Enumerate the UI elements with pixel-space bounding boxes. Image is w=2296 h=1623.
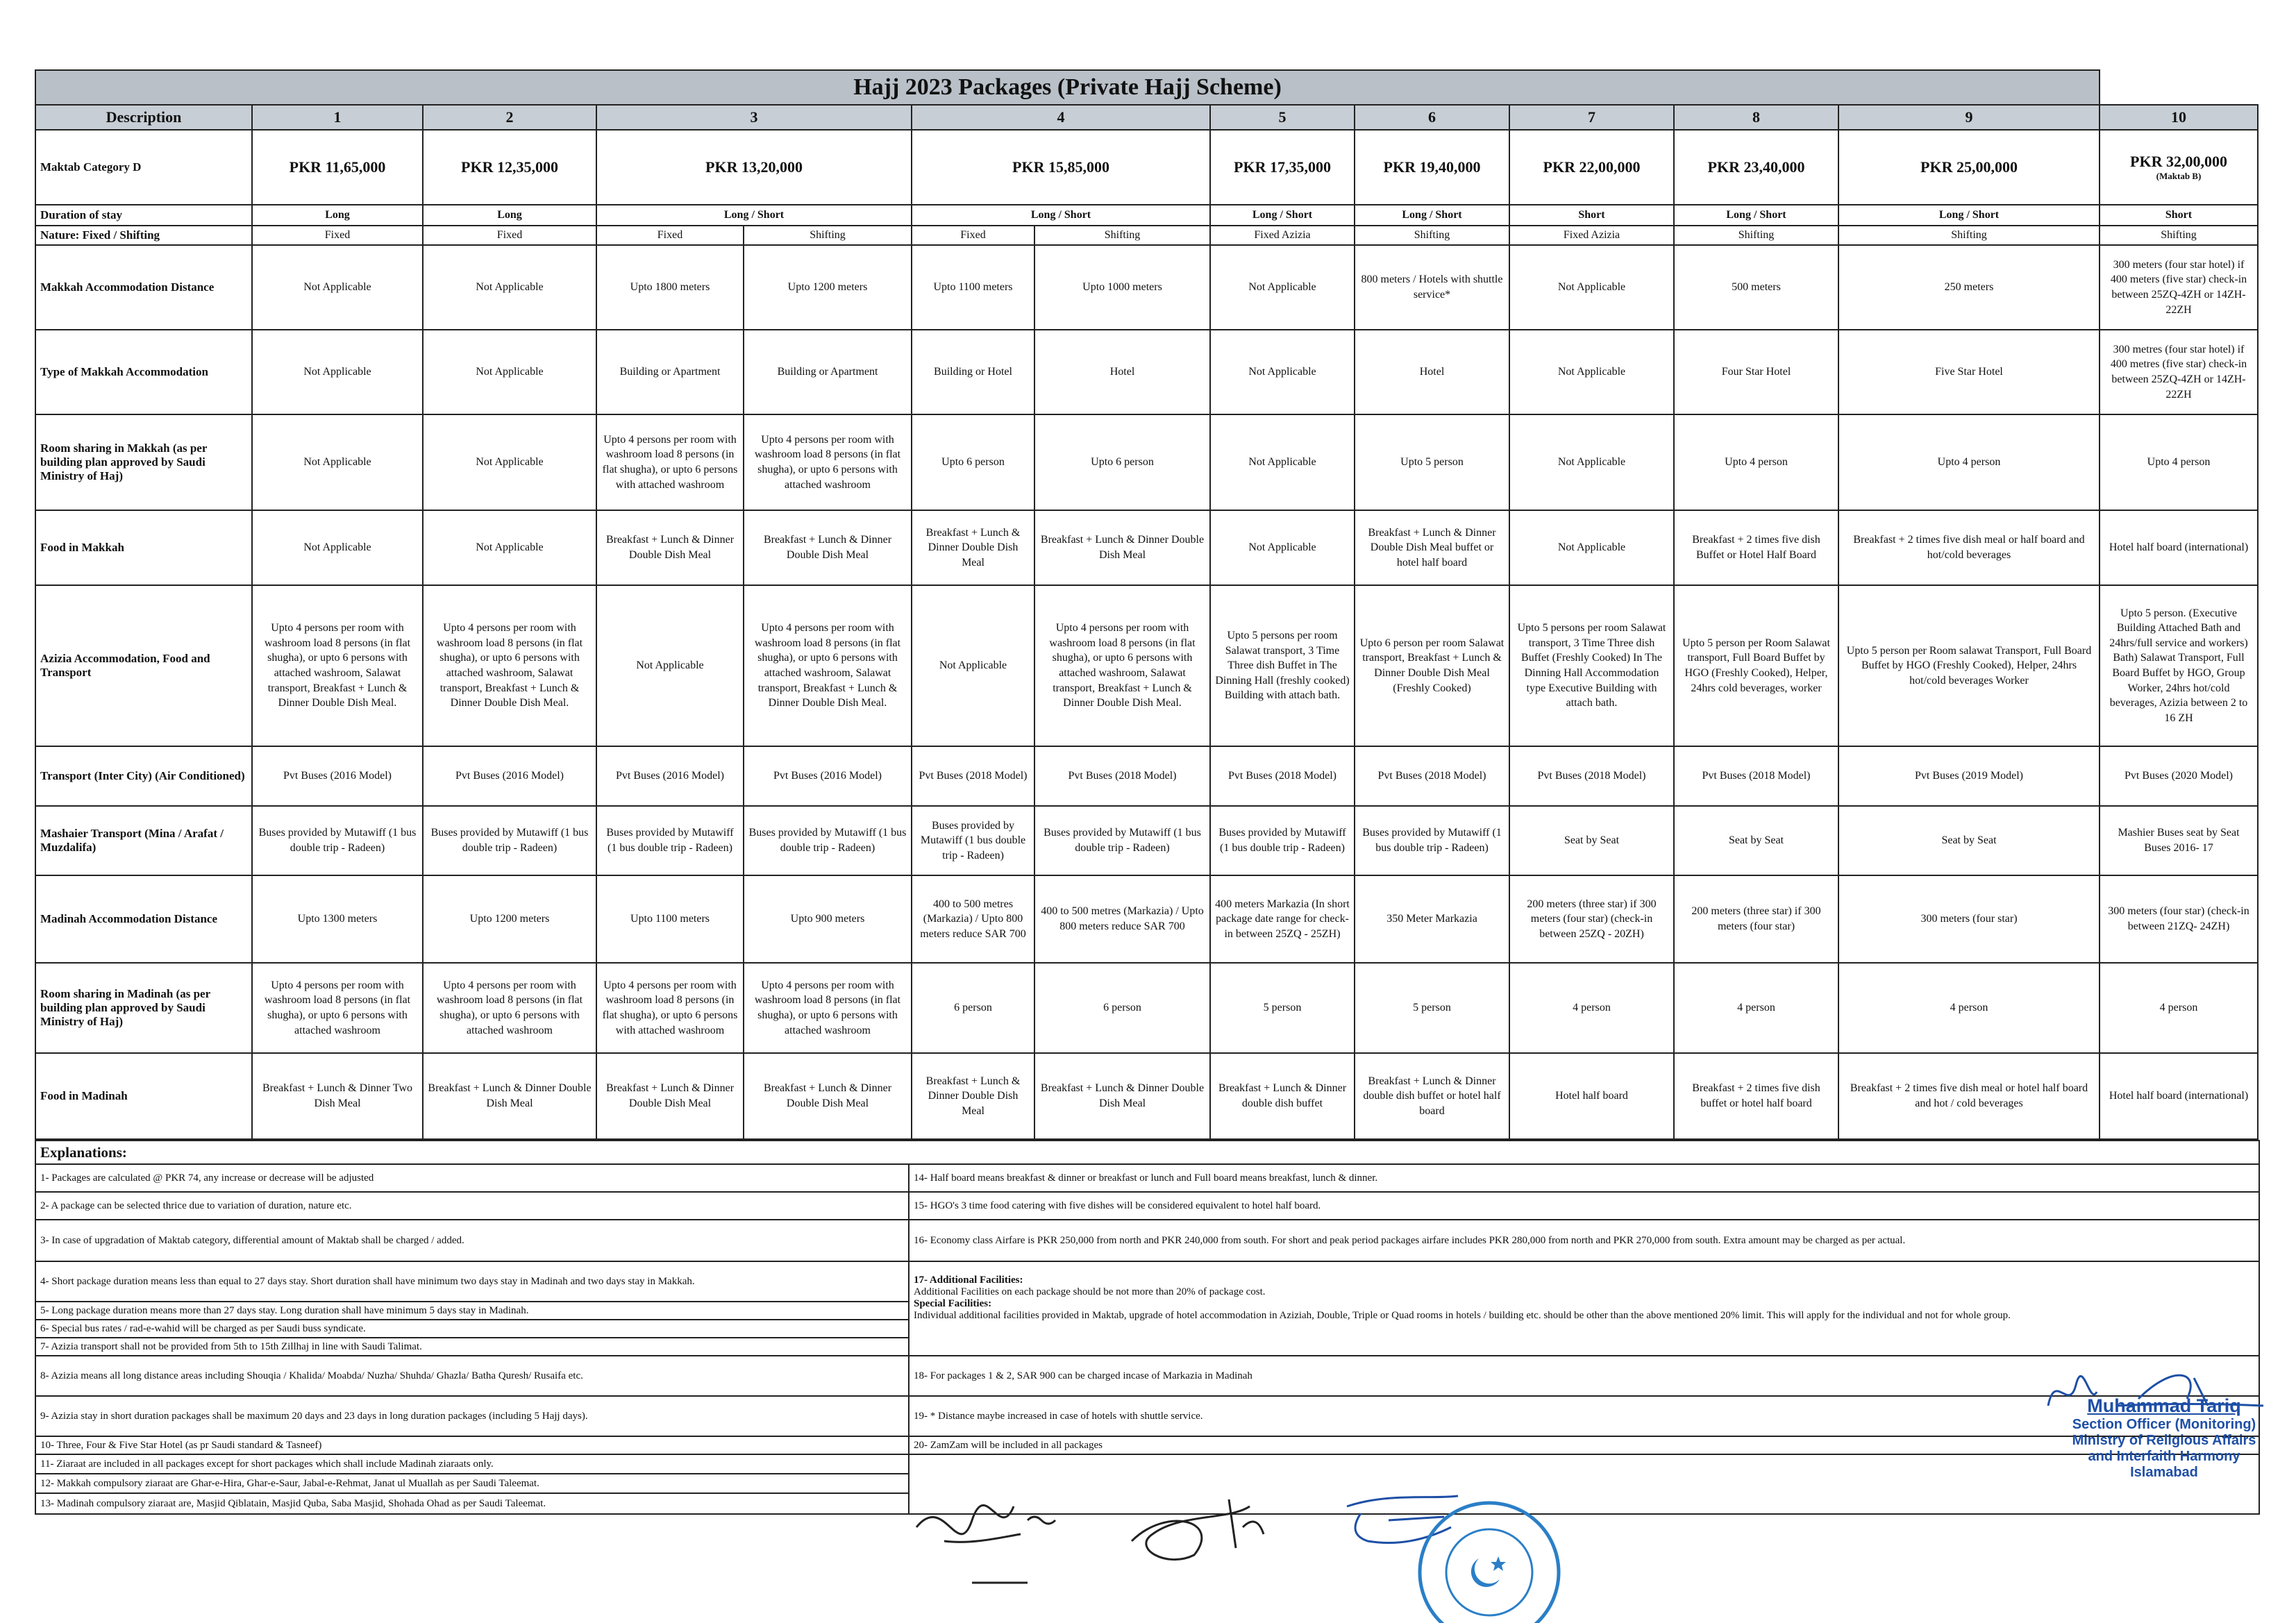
detail-cell: Mashier Buses seat by Seat Buses 2016- 17 bbox=[2100, 806, 2258, 875]
detail-cell: Breakfast + Lunch & Dinner Double Dish Meal bbox=[423, 1053, 596, 1139]
detail-cell: Buses provided by Mutawiff (1 bus double trip - Radeen) bbox=[912, 806, 1034, 875]
nature-cell: Fixed bbox=[423, 226, 596, 245]
row-label: Type of Makkah Accommodation bbox=[35, 330, 252, 414]
nature-cell: Shifting bbox=[1355, 226, 1509, 245]
detail-cell: Not Applicable bbox=[1210, 510, 1355, 585]
detail-cell: Pvt Buses (2016 Model) bbox=[596, 746, 744, 806]
detail-cell: Breakfast + Lunch & Dinner Double Dish Meal bbox=[596, 510, 744, 585]
detail-cell: Seat by Seat bbox=[1509, 806, 1674, 875]
detail-row bbox=[35, 806, 2258, 875]
detail-cell: Upto 1300 meters bbox=[252, 875, 423, 963]
detail-row bbox=[35, 746, 2258, 806]
explanation-item: 10- Three, Four & Five Star Hotel (as pr Saudi standard & Tasneef) bbox=[35, 1436, 909, 1454]
detail-cell: Buses provided by Mutawiff (1 bus double trip - Radeen) bbox=[252, 806, 423, 875]
detail-cell: Breakfast + Lunch & Dinner Double Dish Meal bbox=[744, 510, 912, 585]
detail-cell: 350 Meter Markazia bbox=[1355, 875, 1509, 963]
explanation-item: 2- A package can be selected thrice due to variation of duration, nature etc. bbox=[35, 1192, 909, 1220]
nature-cell: Fixed bbox=[912, 226, 1034, 245]
col-package-7: 7 bbox=[1509, 105, 1674, 130]
detail-cell: Buses provided by Mutawiff (1 bus double trip - Radeen) bbox=[423, 806, 596, 875]
col-package-6: 6 bbox=[1355, 105, 1509, 130]
detail-cell: 200 meters (three star) if 300 meters (four star) (check-in between 25ZQ - 20ZH) bbox=[1509, 875, 1674, 963]
nature-cell: Fixed Azizia bbox=[1509, 226, 1674, 245]
detail-cell: 5 person bbox=[1355, 963, 1509, 1053]
explanation-item: 3- In case of upgradation of Maktab category, differential amount of Maktab shall be charged / added. bbox=[35, 1220, 909, 1261]
detail-cell: Upto 5 person. (Executive Building Attached Bath and 24hrs/full service and workers) Bath) Salawat Transport, Full Board Buffet by HGO, Group Worker, 24hrs hot/cold beverages, Azizia between 2 to 16 ZH bbox=[2100, 585, 2258, 746]
detail-cell: 500 meters bbox=[1674, 245, 1838, 330]
row-label: Duration of stay bbox=[35, 205, 252, 226]
detail-cell: Not Applicable bbox=[423, 330, 596, 414]
detail-cell: 250 meters bbox=[1838, 245, 2100, 330]
detail-cell: Not Applicable bbox=[423, 245, 596, 330]
price-value: PKR 32,00,000 bbox=[2130, 153, 2227, 170]
explanation-item: 9- Azizia stay in short duration packages shall be maximum 20 days and 23 days in long duration packages (including 5 Hajj days). bbox=[35, 1396, 909, 1436]
additional-facilities-text: Additional Facilities on each package should be not more than 20% of package cost. bbox=[914, 1286, 1266, 1297]
detail-cell: 400 meters Markazia (In short package date range for check-in between 25ZQ - 25ZH) bbox=[1210, 875, 1355, 963]
detail-cell: Buses provided by Mutawiff (1 bus double trip - Radeen) bbox=[1210, 806, 1355, 875]
detail-row bbox=[35, 963, 2258, 1053]
detail-rows bbox=[35, 245, 2258, 1139]
detail-cell: Upto 4 persons per room with washroom load 8 persons (in flat shugha), or upto 6 persons with attached washroom, Salawat transport, Breakfast + Lunch & Dinner Double Dish Meal. bbox=[252, 585, 423, 746]
detail-cell: Breakfast + Lunch & Dinner Double Dish Meal bbox=[912, 510, 1034, 585]
price-cell: PKR 22,00,000 bbox=[1509, 130, 1674, 205]
explanation-item: 13- Madinah compulsory ziaraat are, Masjid Qiblatain, Masjid Quba, Saba Masjid, Shohada Ohad as per Saudi Taleemat. bbox=[35, 1493, 909, 1514]
detail-cell: Pvt Buses (2016 Model) bbox=[252, 746, 423, 806]
special-facilities-text: Individual additional facilities provided in Maktab, upgrade of hotel accommodation in Aziziah, Double, Triple or Quad rooms in hotels / building etc. should be other than the above mentioned 20% limit. This will apply for the individual and not for whole group. bbox=[914, 1310, 2011, 1321]
detail-cell: Pvt Buses (2019 Model) bbox=[1838, 746, 2100, 806]
detail-cell: 5 person bbox=[1210, 963, 1355, 1053]
explanation-item: 12- Makkah compulsory ziaraat are Ghar-e-Hira, Ghar-e-Saur, Jabal-e-Rehmat, Janat ul Muallah as per Saudi Taleemat. bbox=[35, 1474, 909, 1493]
detail-cell: Not Applicable bbox=[1210, 245, 1355, 330]
detail-cell: Five Star Hotel bbox=[1838, 330, 2100, 414]
detail-cell: Hotel bbox=[1034, 330, 1210, 414]
explanation-item: 19- * Distance maybe increased in case of hotels with shuttle service. bbox=[909, 1396, 2259, 1436]
detail-cell: Upto 4 persons per room with washroom load 8 persons (in flat shugha), or upto 6 persons with attached washroom bbox=[744, 414, 912, 510]
duration-cell: Long / Short bbox=[912, 205, 1210, 226]
detail-cell: 400 to 500 metres (Markazia) / Upto 800 meters reduce SAR 700 bbox=[1034, 875, 1210, 963]
special-facilities-title: Special Facilities: bbox=[914, 1298, 992, 1309]
officer-title: Section Officer (Monitoring) bbox=[2072, 1417, 2256, 1432]
detail-cell: 6 person bbox=[1034, 963, 1210, 1053]
detail-cell: Upto 5 persons per room Salawat transport, 3 Time Three dish Buffet (Freshly Cooked) In The Dinning Hall Accommodation type Executive Building with attach bath. bbox=[1509, 585, 1674, 746]
detail-cell: Not Applicable bbox=[1210, 414, 1355, 510]
detail-cell: Hotel half board bbox=[1509, 1053, 1674, 1139]
detail-cell: Upto 6 person per room Salawat transport, Breakfast + Lunch & Dinner Double Dish Meal (Freshly Cooked) bbox=[1355, 585, 1509, 746]
association-seal bbox=[1409, 1492, 1569, 1623]
explanation-item: 11- Ziaraat are included in all packages except for short packages which shall include Madinah ziaraats only. bbox=[35, 1454, 909, 1474]
price-cell: PKR 23,40,000 bbox=[1674, 130, 1838, 205]
detail-cell: 200 meters (three star) if 300 meters (four star) bbox=[1674, 875, 1838, 963]
additional-facilities-title: 17- Additional Facilities: bbox=[914, 1275, 1023, 1286]
detail-cell: Upto 6 person bbox=[912, 414, 1034, 510]
officer-ministry: Ministry of Religious Affairs bbox=[2072, 1433, 2256, 1448]
explanation-item: 8- Azizia means all long distance areas including Shouqia / Khalida/ Moabda/ Nuzha/ Shuhda/ Ghazla/ Batha Quresh/ Rusaifa etc. bbox=[35, 1356, 909, 1396]
detail-row bbox=[35, 245, 2258, 330]
price-cell: PKR 15,85,000 bbox=[912, 130, 1210, 205]
detail-row bbox=[35, 1053, 2258, 1139]
price-row bbox=[35, 130, 2258, 205]
explanation-item: 6- Special bus rates / rad-e-wahid will be charged as per Saudi buss syndicate. bbox=[35, 1320, 909, 1338]
nature-cell: Shifting bbox=[1838, 226, 2100, 245]
detail-cell: Not Applicable bbox=[1210, 330, 1355, 414]
nature-cell: Shifting bbox=[1674, 226, 1838, 245]
col-package-10: 10 bbox=[2100, 105, 2258, 130]
nature-row bbox=[35, 226, 2258, 245]
packages-sheet bbox=[35, 69, 2259, 1515]
detail-cell: Hotel half board (international) bbox=[2100, 510, 2258, 585]
detail-cell: Breakfast + Lunch & Dinner Double Dish Meal bbox=[744, 1053, 912, 1139]
detail-cell: Not Applicable bbox=[1509, 330, 1674, 414]
detail-cell: Not Applicable bbox=[423, 510, 596, 585]
detail-cell: Building or Apartment bbox=[744, 330, 912, 414]
col-description: Description bbox=[35, 105, 252, 130]
explanations-heading: Explanations: bbox=[35, 1141, 2259, 1164]
detail-cell: Pvt Buses (2018 Model) bbox=[1509, 746, 1674, 806]
detail-cell: Building or Hotel bbox=[912, 330, 1034, 414]
detail-row bbox=[35, 414, 2258, 510]
detail-cell: Pvt Buses (2020 Model) bbox=[2100, 746, 2258, 806]
detail-cell: Not Applicable bbox=[1509, 510, 1674, 585]
price-cell: PKR 17,35,000 bbox=[1210, 130, 1355, 205]
detail-cell: Not Applicable bbox=[252, 330, 423, 414]
detail-cell: Pvt Buses (2018 Model) bbox=[1355, 746, 1509, 806]
row-label: Nature: Fixed / Shifting bbox=[35, 226, 252, 245]
detail-row bbox=[35, 585, 2258, 746]
row-label: Makkah Accommodation Distance bbox=[35, 245, 252, 330]
detail-cell: 300 metres (four star hotel) if 400 metres (five star) check-in between 25ZQ-4ZH or 14ZH-22ZH bbox=[2100, 330, 2258, 414]
col-package-5: 5 bbox=[1210, 105, 1355, 130]
explanation-item: 4- Short package duration means less than equal to 27 days stay. Short duration shall have minimum two days stay in Madinah and two days stay in Makkah. bbox=[35, 1261, 909, 1302]
price-cell: PKR 25,00,000 bbox=[1838, 130, 2100, 205]
detail-cell: Breakfast + Lunch & Dinner Double Dish Meal bbox=[596, 1053, 744, 1139]
explanation-item: 18- For packages 1 & 2, SAR 900 can be charged incase of Markazia in Madinah bbox=[909, 1356, 2259, 1396]
detail-cell: Upto 1800 meters bbox=[596, 245, 744, 330]
explanation-item: 7- Azizia transport shall not be provided from 5th to 15th Zillhaj in line with Saudi Talimat. bbox=[35, 1338, 909, 1356]
officer-stamp bbox=[2046, 1395, 2282, 1481]
price-cell: PKR 19,40,000 bbox=[1355, 130, 1509, 205]
detail-cell: Breakfast + Lunch & Dinner double dish buffet bbox=[1210, 1053, 1355, 1139]
price-cell: PKR 11,65,000 bbox=[252, 130, 423, 205]
nature-cell: Fixed Azizia bbox=[1210, 226, 1355, 245]
detail-cell: Upto 1100 meters bbox=[596, 875, 744, 963]
detail-cell: Upto 4 person bbox=[1838, 414, 2100, 510]
detail-cell: 300 meters (four star hotel) if 400 meters (five star) check-in between 25ZQ-4ZH or 14ZH-22ZH bbox=[2100, 245, 2258, 330]
detail-cell: Breakfast + 2 times five dish meal or half board and hot/cold beverages bbox=[1838, 510, 2100, 585]
duration-cell: Short bbox=[2100, 205, 2258, 226]
detail-row bbox=[35, 330, 2258, 414]
detail-cell: Pvt Buses (2018 Model) bbox=[1034, 746, 1210, 806]
detail-cell: 800 meters / Hotels with shuttle service* bbox=[1355, 245, 1509, 330]
col-package-2: 2 bbox=[423, 105, 596, 130]
detail-cell: Upto 4 persons per room with washroom load 8 persons (in flat shugha), or upto 6 persons with attached washroom bbox=[596, 963, 744, 1053]
detail-cell: Breakfast + 2 times five dish meal or hotel half board and hot / cold beverages bbox=[1838, 1053, 2100, 1139]
explanation-item: 20- ZamZam will be included in all packages bbox=[909, 1436, 2259, 1454]
detail-cell: Buses provided by Mutawiff (1 bus double trip - Radeen) bbox=[1034, 806, 1210, 875]
duration-cell: Long / Short bbox=[1355, 205, 1509, 226]
explanation-item: 15- HGO's 3 time food catering with five dishes will be considered equivalent to hotel half board. bbox=[909, 1192, 2259, 1220]
price-cell: PKR 12,35,000 bbox=[423, 130, 596, 205]
detail-cell: Upto 1200 meters bbox=[423, 875, 596, 963]
detail-cell: 4 person bbox=[1674, 963, 1838, 1053]
detail-cell: 6 person bbox=[912, 963, 1034, 1053]
officer-name: Muhammad Tariq bbox=[2087, 1395, 2241, 1416]
nature-cell: Shifting bbox=[1034, 226, 1210, 245]
detail-cell: Upto 5 person per Room Salawat transport, Full Board Buffet by HGO (Freshly Cooked), Helper, 24hrs cold beverages, worker bbox=[1674, 585, 1838, 746]
detail-cell: 400 to 500 metres (Markazia) / Upto 800 meters reduce SAR 700 bbox=[912, 875, 1034, 963]
detail-cell: Breakfast + Lunch & Dinner Double Dish Meal bbox=[912, 1053, 1034, 1139]
detail-cell: Breakfast + Lunch & Dinner double dish buffet or hotel half board bbox=[1355, 1053, 1509, 1139]
detail-cell: Buses provided by Mutawiff (1 bus double trip - Radeen) bbox=[744, 806, 912, 875]
detail-cell: Seat by Seat bbox=[1674, 806, 1838, 875]
detail-cell: Breakfast + Lunch & Dinner Two Dish Meal bbox=[252, 1053, 423, 1139]
detail-cell: Not Applicable bbox=[596, 585, 744, 746]
detail-cell: Upto 6 person bbox=[1034, 414, 1210, 510]
detail-cell: Upto 4 persons per room with washroom load 8 persons (in flat shugha), or upto 6 persons with attached washroom bbox=[596, 414, 744, 510]
row-label: Room sharing in Makkah (as per building plan approved by Saudi Ministry of Haj) bbox=[35, 414, 252, 510]
detail-cell: 4 person bbox=[2100, 963, 2258, 1053]
detail-cell: Buses provided by Mutawiff (1 bus double trip - Radeen) bbox=[596, 806, 744, 875]
detail-cell: Pvt Buses (2016 Model) bbox=[744, 746, 912, 806]
row-label: Madinah Accommodation Distance bbox=[35, 875, 252, 963]
detail-cell: Upto 1100 meters bbox=[912, 245, 1034, 330]
row-label: Food in Madinah bbox=[35, 1053, 252, 1139]
detail-cell: Building or Apartment bbox=[596, 330, 744, 414]
duration-cell: Long / Short bbox=[596, 205, 912, 226]
detail-cell: Not Applicable bbox=[252, 510, 423, 585]
detail-cell: Not Applicable bbox=[1509, 245, 1674, 330]
detail-cell: Hotel half board (international) bbox=[2100, 1053, 2258, 1139]
officer-city: Islamabad bbox=[2130, 1465, 2198, 1480]
explanation-item: 14- Half board means breakfast & dinner or breakfast or lunch and Full board means breakfast, lunch & dinner. bbox=[909, 1164, 2259, 1192]
nature-cell: Shifting bbox=[744, 226, 912, 245]
detail-cell: Seat by Seat bbox=[1838, 806, 2100, 875]
detail-cell: Not Applicable bbox=[912, 585, 1034, 746]
explanation-item-17 bbox=[909, 1261, 2259, 1356]
detail-cell: Breakfast + Lunch & Dinner Double Dish Meal bbox=[1034, 1053, 1210, 1139]
detail-cell: Breakfast + 2 times five dish Buffet or Hotel Half Board bbox=[1674, 510, 1838, 585]
col-package-8: 8 bbox=[1674, 105, 1838, 130]
detail-cell: Upto 4 person bbox=[2100, 414, 2258, 510]
detail-cell: 300 meters (four star) bbox=[1838, 875, 2100, 963]
row-label: Maktab Category D bbox=[35, 130, 252, 205]
detail-cell: Upto 1000 meters bbox=[1034, 245, 1210, 330]
detail-cell: Breakfast + Lunch & Dinner Double Dish Meal buffet or hotel half board bbox=[1355, 510, 1509, 585]
duration-cell: Long bbox=[423, 205, 596, 226]
detail-cell: Breakfast + 2 times five dish buffet or hotel half board bbox=[1674, 1053, 1838, 1139]
detail-cell: Hotel bbox=[1355, 330, 1509, 414]
explanations-table bbox=[35, 1140, 2260, 1515]
detail-cell: Not Applicable bbox=[1509, 414, 1674, 510]
detail-cell: Pvt Buses (2016 Model) bbox=[423, 746, 596, 806]
detail-cell: 4 person bbox=[1838, 963, 2100, 1053]
col-package-9: 9 bbox=[1838, 105, 2100, 130]
row-label: Food in Makkah bbox=[35, 510, 252, 585]
detail-cell: Buses provided by Mutawiff (1 bus double trip - Radeen) bbox=[1355, 806, 1509, 875]
detail-cell: Not Applicable bbox=[252, 245, 423, 330]
duration-cell: Long / Short bbox=[1210, 205, 1355, 226]
detail-cell: Upto 4 persons per room with washroom load 8 persons (in flat shugha), or upto 6 persons with attached washroom, Salawat transport, Breakfast + Lunch & Dinner Double Dish Meal. bbox=[423, 585, 596, 746]
duration-cell: Long bbox=[252, 205, 423, 226]
detail-cell: Breakfast + Lunch & Dinner Double Dish Meal bbox=[1034, 510, 1210, 585]
explanation-item: 5- Long package duration means more than 27 days stay. Long duration shall have minimum 5 days stay in Madinah. bbox=[35, 1302, 909, 1320]
detail-cell: Upto 4 persons per room with washroom load 8 persons (in flat shugha), or upto 6 persons with attached washroom bbox=[252, 963, 423, 1053]
duration-cell: Short bbox=[1509, 205, 1674, 226]
explanation-item: 16- Economy class Airfare is PKR 250,000 from north and PKR 240,000 from south. For short and peak period packages airfare includes PKR 280,000 from north and PKR 270,000 from south. Extra amount may be charged as per actual. bbox=[909, 1220, 2259, 1261]
detail-cell: Upto 5 person bbox=[1355, 414, 1509, 510]
detail-cell: 300 meters (four star) (check-in between 21ZQ- 24ZH) bbox=[2100, 875, 2258, 963]
detail-cell: Upto 4 person bbox=[1674, 414, 1838, 510]
detail-cell: Upto 900 meters bbox=[744, 875, 912, 963]
detail-cell: Pvt Buses (2018 Model) bbox=[912, 746, 1034, 806]
row-label: Mashaier Transport (Mina / Arafat / Muzdalifa) bbox=[35, 806, 252, 875]
row-label: Room sharing in Madinah (as per building plan approved by Saudi Ministry of Haj) bbox=[35, 963, 252, 1053]
detail-cell: Pvt Buses (2018 Model) bbox=[1674, 746, 1838, 806]
detail-cell: Upto 4 persons per room with washroom load 8 persons (in flat shugha), or upto 6 persons with attached washroom, Salawat transport, Breakfast + Lunch & Dinner Double Dish Meal. bbox=[744, 585, 912, 746]
detail-row bbox=[35, 510, 2258, 585]
nature-cell: Fixed bbox=[596, 226, 744, 245]
maktab-note: (Maktab B) bbox=[2156, 171, 2202, 181]
detail-row bbox=[35, 875, 2258, 963]
duration-row bbox=[35, 205, 2258, 226]
nature-cell: Fixed bbox=[252, 226, 423, 245]
price-cell bbox=[2100, 130, 2258, 205]
detail-cell: Upto 1200 meters bbox=[744, 245, 912, 330]
detail-cell: Four Star Hotel bbox=[1674, 330, 1838, 414]
col-package-4: 4 bbox=[912, 105, 1210, 130]
detail-cell: 4 person bbox=[1509, 963, 1674, 1053]
row-label: Azizia Accommodation, Food and Transport bbox=[35, 585, 252, 746]
detail-cell: Upto 4 persons per room with washroom load 8 persons (in flat shugha), or upto 6 persons with attached washroom, Salawat transport, Breakfast + Lunch & Dinner Double Dish Meal. bbox=[1034, 585, 1210, 746]
table-title: Hajj 2023 Packages (Private Hajj Scheme) bbox=[35, 70, 2100, 105]
column-header-row bbox=[35, 105, 2258, 130]
detail-cell: Not Applicable bbox=[252, 414, 423, 510]
price-cell: PKR 13,20,000 bbox=[596, 130, 912, 205]
duration-cell: Long / Short bbox=[1674, 205, 1838, 226]
nature-cell: Shifting bbox=[2100, 226, 2258, 245]
packages-table bbox=[35, 69, 2259, 1140]
detail-cell: Upto 5 person per Room salawat Transport, Full Board Buffet by HGO (Freshly Cooked), Helper, 24hrs hot/cold beverages Worker bbox=[1838, 585, 2100, 746]
duration-cell: Long / Short bbox=[1838, 205, 2100, 226]
col-package-1: 1 bbox=[252, 105, 423, 130]
detail-cell: Upto 4 persons per room with washroom load 8 persons (in flat shugha), or upto 6 persons with attached washroom bbox=[744, 963, 912, 1053]
detail-cell: Upto 4 persons per room with washroom load 8 persons (in flat shugha), or upto 6 persons with attached washroom bbox=[423, 963, 596, 1053]
officer-ministry-2: and Interfaith Harmony bbox=[2088, 1449, 2240, 1464]
explanation-item: 1- Packages are calculated @ PKR 74, any increase or decrease will be adjusted bbox=[35, 1164, 909, 1192]
detail-cell: Pvt Buses (2018 Model) bbox=[1210, 746, 1355, 806]
row-label: Transport (Inter City) (Air Conditioned) bbox=[35, 746, 252, 806]
col-package-3: 3 bbox=[596, 105, 912, 130]
detail-cell: Not Applicable bbox=[423, 414, 596, 510]
detail-cell: Upto 5 persons per room Salawat transport, 3 Time Three dish Buffet in The Dinning Hall (freshly cooked) Building with attach bath. bbox=[1210, 585, 1355, 746]
